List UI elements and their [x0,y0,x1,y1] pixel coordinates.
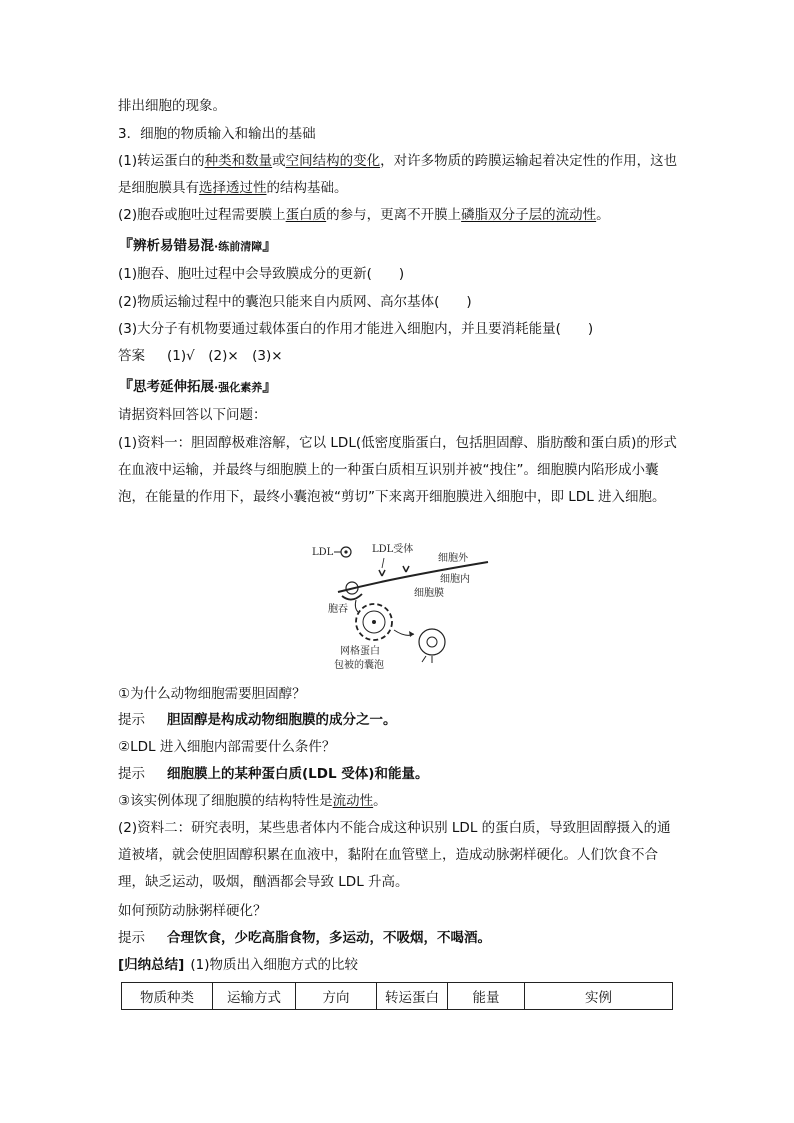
arrowhead-icon [409,631,414,637]
diagram-label-receptor: LDL受体 [372,544,414,555]
table-header-cell: 物质种类 [122,983,213,1010]
errors-block-subtitle: ·练前清障 [214,240,263,253]
errors-block-title: 辨析易错易混 [133,238,215,254]
section-3-point-1 [118,148,684,202]
text-run: (1)转运蛋白的 [118,153,205,169]
answer-1 [118,711,684,729]
answer-values: (1)√ (2)× (3)× [167,348,283,364]
receptor-pointer [382,558,384,568]
table-header-cell: 运输方式 [213,983,296,1010]
text-run: 。 [373,793,387,809]
underlined-answer: 流动性 [332,793,374,809]
section-3-heading: 3．细胞的物质输入和输出的基础 [118,126,316,142]
text-run: ，对许多物质的跨膜运输起着决定性的作用，这也是细胞膜具有 [118,153,678,196]
text-run: (2)胞吞或胞吐过程需要膜上 [118,207,286,223]
error-item-3: (3)大分子有机物要通过载体蛋白的作用才能进入细胞内，并且要消耗能量( ) [118,321,594,337]
table-header-cell: 方向 [296,983,377,1010]
summary-label: [归纳总结] [118,957,185,973]
underlined-answer: 蛋白质 [285,207,327,223]
diagram-label-outside: 细胞外 [438,553,468,564]
error-item-2: (2)物质运输过程中的囊泡只能来自内质网、高尔基体( ) [118,294,472,310]
material-2: (2)资料二：研究表明，某些患者体内不能合成这种识别 LDL 的蛋白质，导致胆固醇摄入的通道被堵，就会使胆固醇积累在血液中，黏附在血管壁上，造成动脉粥样硬化。人们饮食不合理，缺乏运动，吸烟，酗酒都会导致 LDL 升高。 [118,820,671,890]
answer-label: 答案 [118,348,145,364]
question-3 [118,792,684,810]
table-header-cell: 能量 [448,983,525,1010]
hint-text: 合理饮食，少吃高脂食物，多运动，不吸烟，不喝酒。 [167,930,491,946]
section-3-point-2 [118,206,684,224]
ldl-core-icon [372,620,376,624]
answer-line [118,347,684,365]
table-header-row [122,983,673,1010]
receptor-icon [379,570,385,576]
summary-title: (1)物质出入细胞方式的比较 [190,957,358,973]
question-1: ①为什么动物细胞需要胆固醇？ [118,686,306,702]
text-run: 或 [272,153,286,169]
comparison-table [121,982,673,1010]
hint-text: 细胞膜上的某种蛋白质(LDL 受体)和能量。 [167,766,429,782]
underlined-answer: 空间结构的变化 [285,153,381,169]
table-header-cell: 转运蛋白 [377,983,448,1010]
answer-2 [118,765,684,783]
question-2: ②LDL 进入细胞内部需要什么条件？ [118,739,336,755]
previous-paragraph-tail: 排出细胞的现象。 [118,98,226,114]
underlined-answer: 磷脂双分子层的流动性 [461,207,597,223]
uncoated-vesicle-icon [419,629,445,655]
hint-label: 提示 [118,766,145,782]
summary-heading [118,956,684,974]
hint-label: 提示 [118,712,145,728]
diagram-label-endocytosis: 胞吞 [328,604,348,615]
table-header-cell: 实例 [525,983,673,1010]
underlined-answer: 选择透过性 [199,180,267,196]
hint-text: 胆固醇是构成动物细胞膜的成分之一。 [167,712,397,728]
ldl-inside-vesicle-icon [427,637,437,647]
answer-4 [118,929,684,947]
diagram-label-vesicle-1: 网格蛋白 [340,646,380,657]
errors-block-banner: 『辨析易错易混·练前清障』 [118,236,278,254]
material-1: (1)资料一：胆固醇极难溶解，它以 LDL(低密度脂蛋白，包括胆固醇、脂肪酸和蛋白质)的形式在血液中运输，并最终与细胞膜上的一种蛋白质相互识别并被“拽住”。细胞膜内陷形成小囊泡，在能量的作用下，最终小囊泡被“剪切”下来离开细胞膜进入细胞中，即 LDL 进入细胞。 [118,435,677,505]
text-run: ③该实例体现了细胞膜的结构特性是 [118,793,333,809]
extend-block-title: 思考延伸拓展 [133,379,215,395]
released-receptor-icon [422,656,432,663]
extend-block-banner: 『思考延伸拓展·强化素养』 [118,377,278,395]
ldl-endocytosis-diagram [310,538,490,673]
pit-icon [342,594,362,600]
ldl-core-icon [344,550,347,553]
diagram-label-inside: 细胞内 [440,574,470,585]
diagram-label-membrane: 细胞膜 [414,588,444,599]
diagram-label-ldl: LDL [312,547,334,558]
text-run: 的参与，更离不开膜上 [326,207,462,223]
extend-block-subtitle: ·强化素养 [214,381,263,394]
diagram-label-vesicle-2: 包被的囊泡 [334,660,384,671]
question-4: 如何预防动脉粥样硬化？ [118,903,267,919]
receptor-icon [403,566,409,572]
extend-intro: 请据资料回答以下问题： [118,407,267,423]
error-item-1: (1)胞吞、胞吐过程中会导致膜成分的更新( ) [118,266,405,282]
text-run: 。 [596,207,610,223]
hint-label: 提示 [118,930,145,946]
arrow-down-icon [355,600,358,612]
underlined-answer: 种类和数量 [204,153,273,169]
text-run: 的结构基础。 [266,180,348,196]
